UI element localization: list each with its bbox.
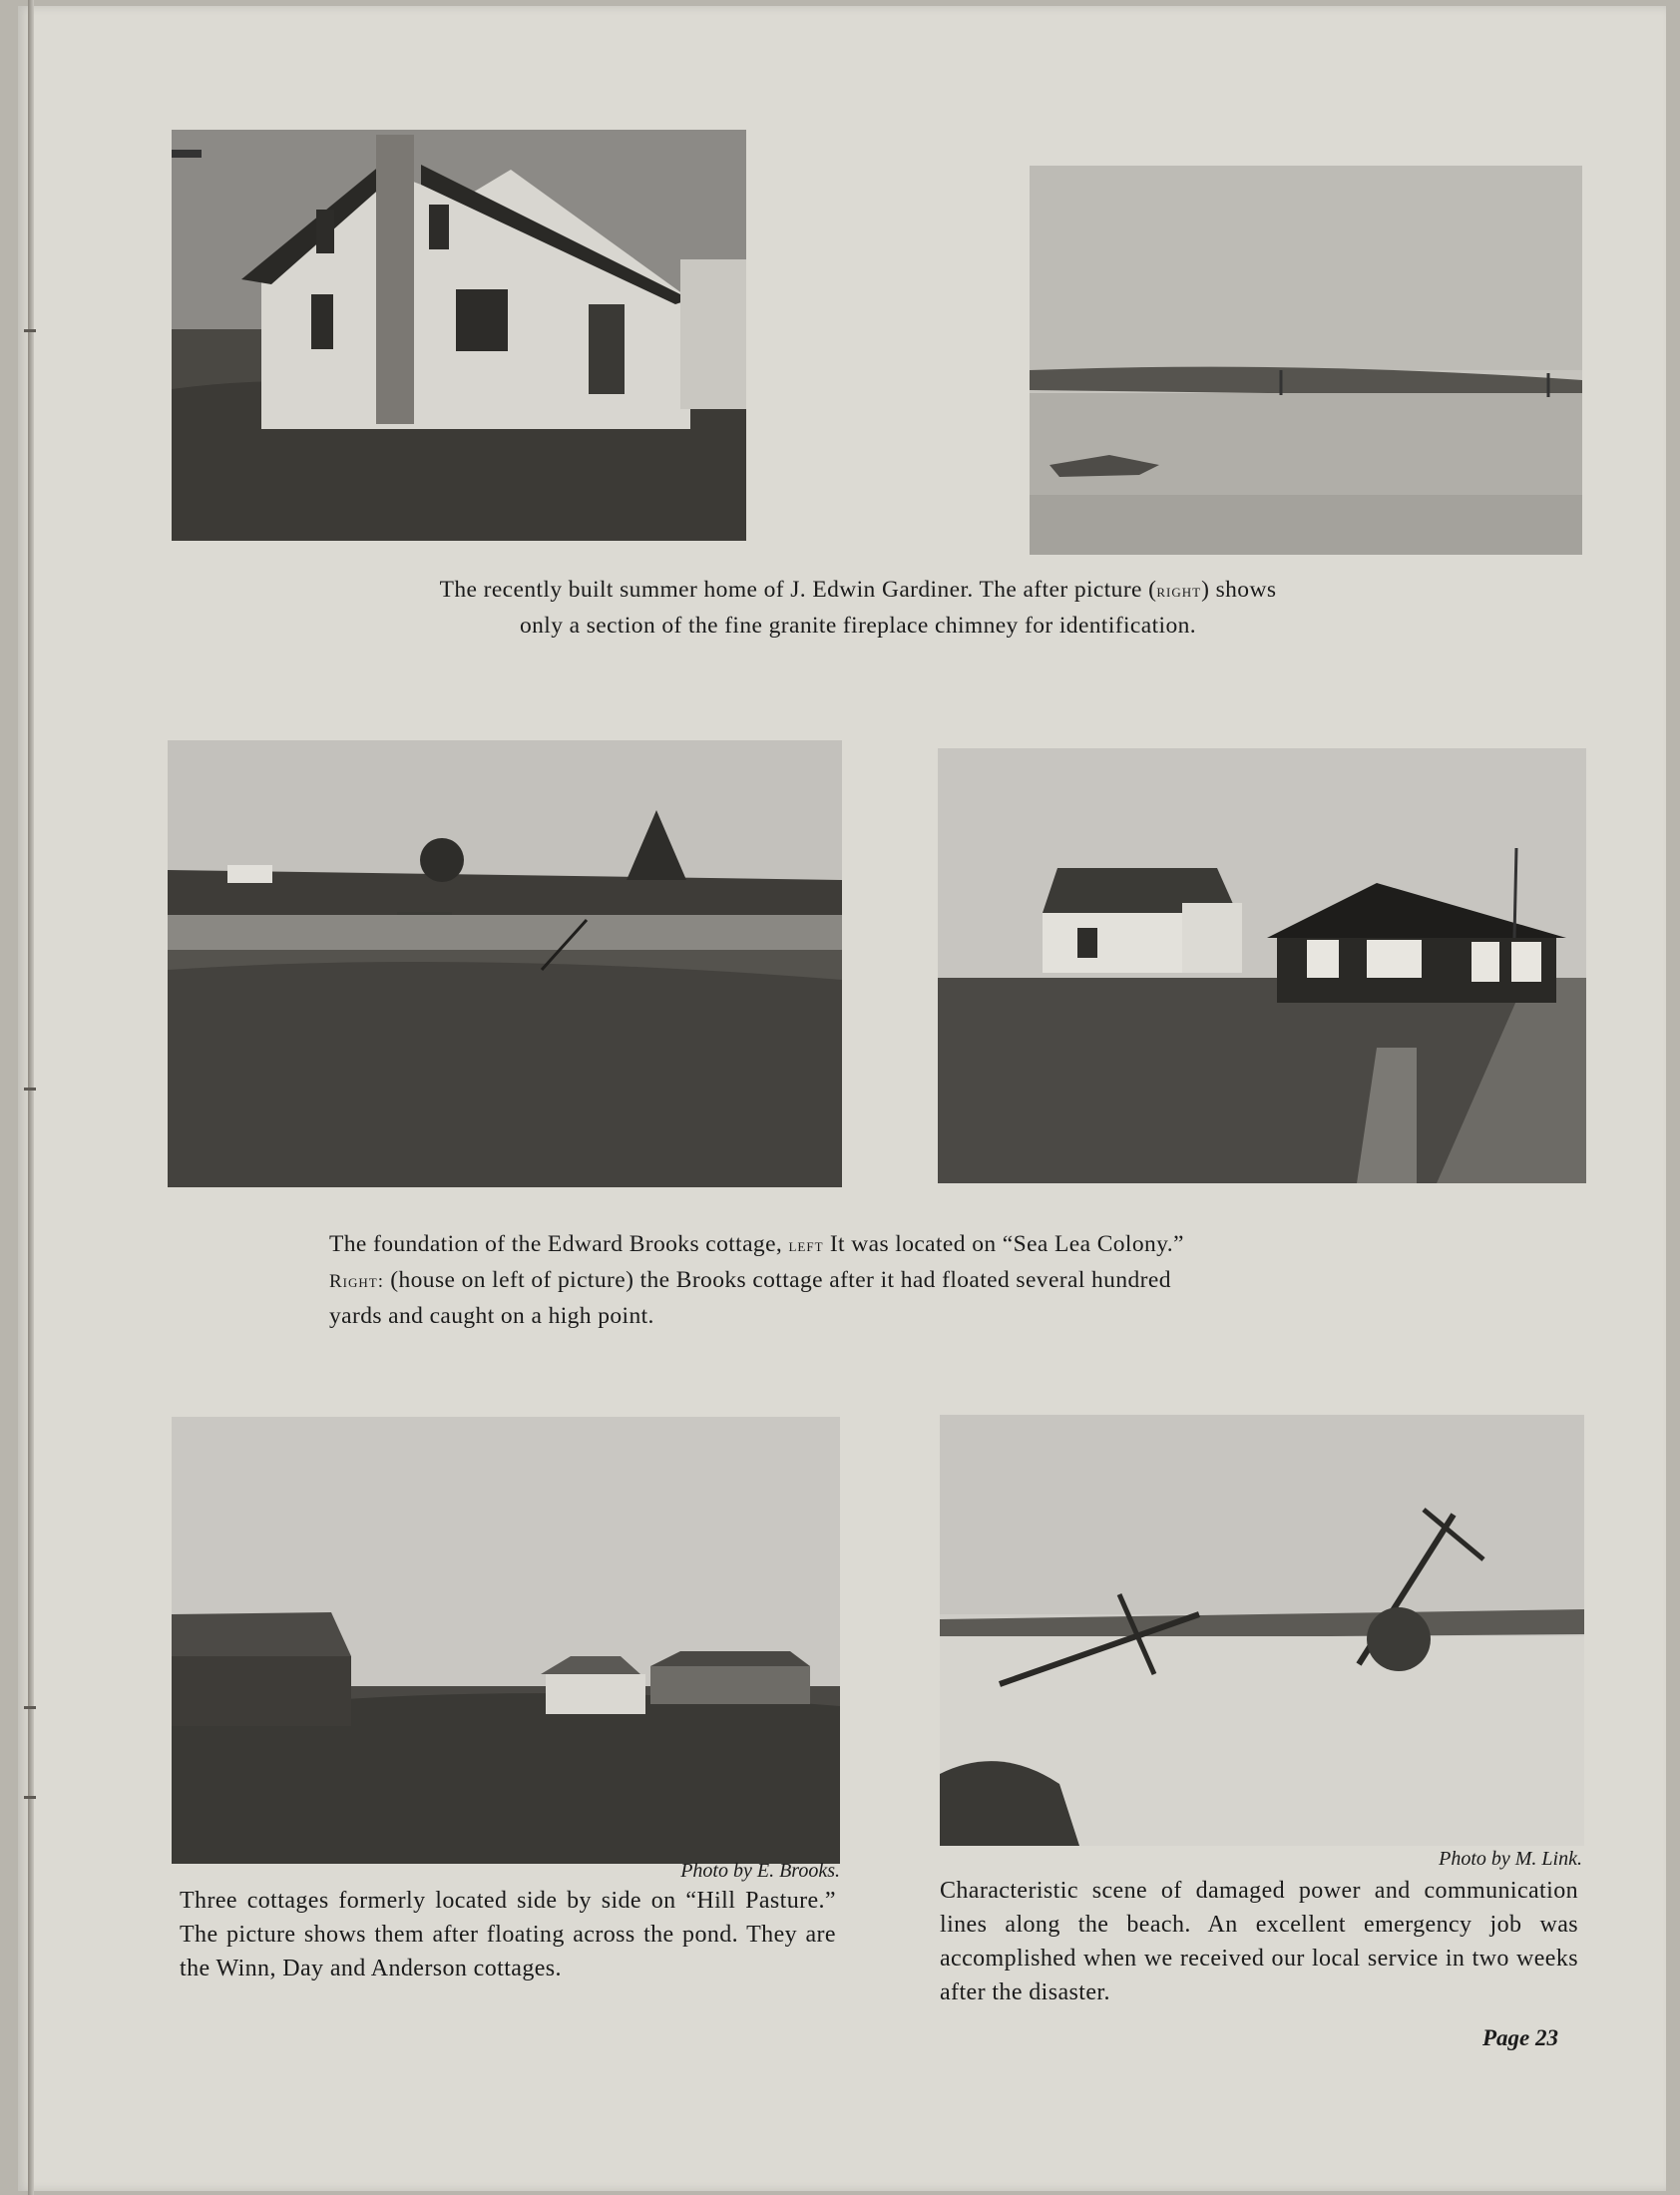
caption-text: The foundation of the Edward Brooks cottage, <box>329 1231 783 1257</box>
photo-credit-brooks: Photo by E. Brooks. <box>680 1860 840 1882</box>
caption-brooks-line-1 <box>329 1227 1427 1263</box>
caption-gardiner-line-2: only a section of the fine granite fireplace chimney for identification. <box>519 613 1197 639</box>
caption-text: The recently built summer home of J. Edwin Gardiner. The after picture ( <box>439 577 1157 603</box>
caption-gardiner <box>259 573 1457 643</box>
photo-gardiner-after <box>1030 166 1582 555</box>
binding-stitch <box>24 1706 36 1709</box>
binding-stitch <box>24 1796 36 1799</box>
page-number: Page 23 <box>1482 2025 1559 2050</box>
caption-text: It was located on “Sea Lea Colony.” <box>829 1231 1184 1257</box>
caption-small-caps: Right: <box>329 1271 384 1292</box>
caption-text: ) shows <box>1201 577 1277 603</box>
caption-power-lines: Characteristic scene of damaged power and communication lines along the beach. An excellent emergency job was accomplished when we received our local service in two weeks after the disaster. <box>940 1878 1578 2005</box>
photo-brooks-cottage-floated <box>938 748 1586 1183</box>
photo-hill-pasture-cottages <box>172 1417 840 1864</box>
binding-stitch <box>24 1088 36 1091</box>
caption-gardiner-line-1 <box>259 573 1457 609</box>
caption-text: (house on left of picture) the Brooks cottage after it had floated several hundred <box>390 1267 1171 1293</box>
caption-cottages: Three cottages formerly located side by side on “Hill Pasture.” The picture shows them after floating across the pond. They are the Winn, Day and Anderson cottages. <box>180 1888 836 1981</box>
caption-small-caps: right <box>1156 581 1202 602</box>
photo-damaged-power-lines <box>940 1415 1584 1846</box>
binding-stitch <box>24 329 36 332</box>
caption-small-caps: left <box>788 1235 824 1256</box>
photo-gardiner-house <box>172 130 746 541</box>
photo-credit-link: Photo by M. Link. <box>1439 1848 1582 1870</box>
caption-brooks-line-3: yards and caught on a high point. <box>329 1303 654 1329</box>
caption-brooks <box>329 1227 1427 1333</box>
caption-brooks-line-2 <box>329 1263 1427 1299</box>
photo-brooks-foundation <box>168 740 842 1187</box>
